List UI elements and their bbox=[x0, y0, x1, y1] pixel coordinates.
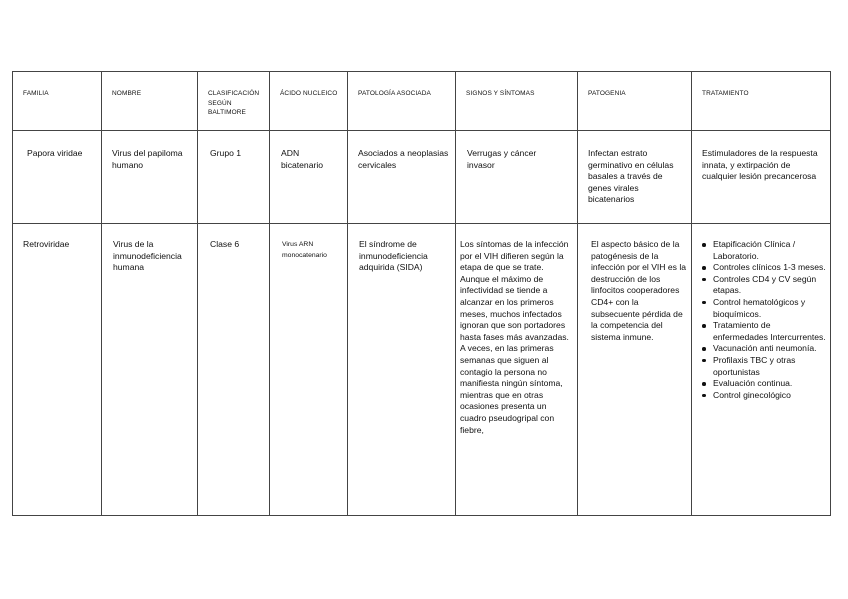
table-row bbox=[13, 131, 831, 224]
cell-nombre: Virus del papiloma humano bbox=[102, 131, 198, 224]
cell-acido-nucleico: ADN bicatenario bbox=[270, 131, 348, 224]
list-item: Controles CD4 y CV según etapas. bbox=[713, 274, 826, 297]
table-row bbox=[13, 224, 831, 516]
list-item: Vacunación anti neumonía. bbox=[713, 343, 826, 355]
cell-nombre: Virus de la inmunodeficiencia humana bbox=[102, 224, 198, 516]
list-item: Control ginecológico bbox=[713, 390, 826, 402]
cell-clasificacion: Grupo 1 bbox=[198, 131, 270, 224]
cell-familia: Retroviridae bbox=[13, 224, 102, 516]
cell-patologia: Asociados a neoplasias cervicales bbox=[348, 131, 456, 224]
cell-signos: Los síntomas de la infección por el VIH difieren según la etapa de que se trate. Aunque el máximo de infectividad se tiende a alcanzar en los primeros meses, muchos infectados ignoran que son portadores hasta fases más avanzadas. A veces, en las primeras semanas que siguen al contagio la persona no manifiesta ningún síntoma, mientras que en otras ocasiones presenta un cuadro pseudogripal con fiebre, bbox=[456, 224, 578, 516]
header-acido-nucleico: ÁCIDO NUCLEICO bbox=[270, 72, 348, 131]
header-patogenia: PATOGENIA bbox=[578, 72, 692, 131]
cell-patologia: El síndrome de inmunodeficiencia adquirida (SIDA) bbox=[348, 224, 456, 516]
header-clasificacion: CLASIFICACIÓN SEGÚN BALTIMORE bbox=[198, 72, 270, 131]
cell-familia: Papora viridae bbox=[13, 131, 102, 224]
list-item: Control hematológicos y bioquímicos. bbox=[713, 297, 826, 320]
cell-tratamiento: Estimuladores de la respuesta innata, y extirpación de cualquier lesión precancerosa bbox=[692, 131, 831, 224]
table-header-row bbox=[13, 72, 831, 131]
cell-clasificacion: Clase 6 bbox=[198, 224, 270, 516]
header-tratamiento: TRATAMIENTO bbox=[692, 72, 831, 131]
list-item: Tratamiento de enfermedades Intercurrentes. bbox=[713, 320, 826, 342]
header-signos: SIGNOS Y SÍNTOMAS bbox=[456, 72, 578, 131]
cell-patogenia: El aspecto básico de la patogénesis de la infección por el VIH es la destrucción de los linfocitos cooperadores CD4+ con la subsecuente pérdida de la competencia del sistema inmune. bbox=[578, 224, 692, 516]
list-item: Controles clínicos 1-3 meses. bbox=[713, 262, 826, 273]
cell-signos: Verrugas y cáncer invasor bbox=[456, 131, 578, 224]
cell-tratamiento bbox=[692, 224, 831, 516]
list-item: Evaluación continua. bbox=[713, 378, 826, 390]
header-familia: FAMILIA bbox=[13, 72, 102, 131]
virus-classification-table bbox=[12, 71, 831, 516]
list-item: Etapificación Clínica / Laboratorio. bbox=[713, 239, 826, 262]
cell-acido-nucleico: Virus ARN monocatenario bbox=[270, 224, 348, 516]
list-item: Profilaxis TBC y otras oportunistas bbox=[713, 355, 826, 378]
tratamiento-list bbox=[700, 239, 826, 401]
header-nombre: NOMBRE bbox=[102, 72, 198, 131]
cell-patogenia: Infectan estrato germinativo en células basales a través de genes virales bicatenarios bbox=[578, 131, 692, 224]
header-patologia: PATOLOGÍA ASOCIADA bbox=[348, 72, 456, 131]
